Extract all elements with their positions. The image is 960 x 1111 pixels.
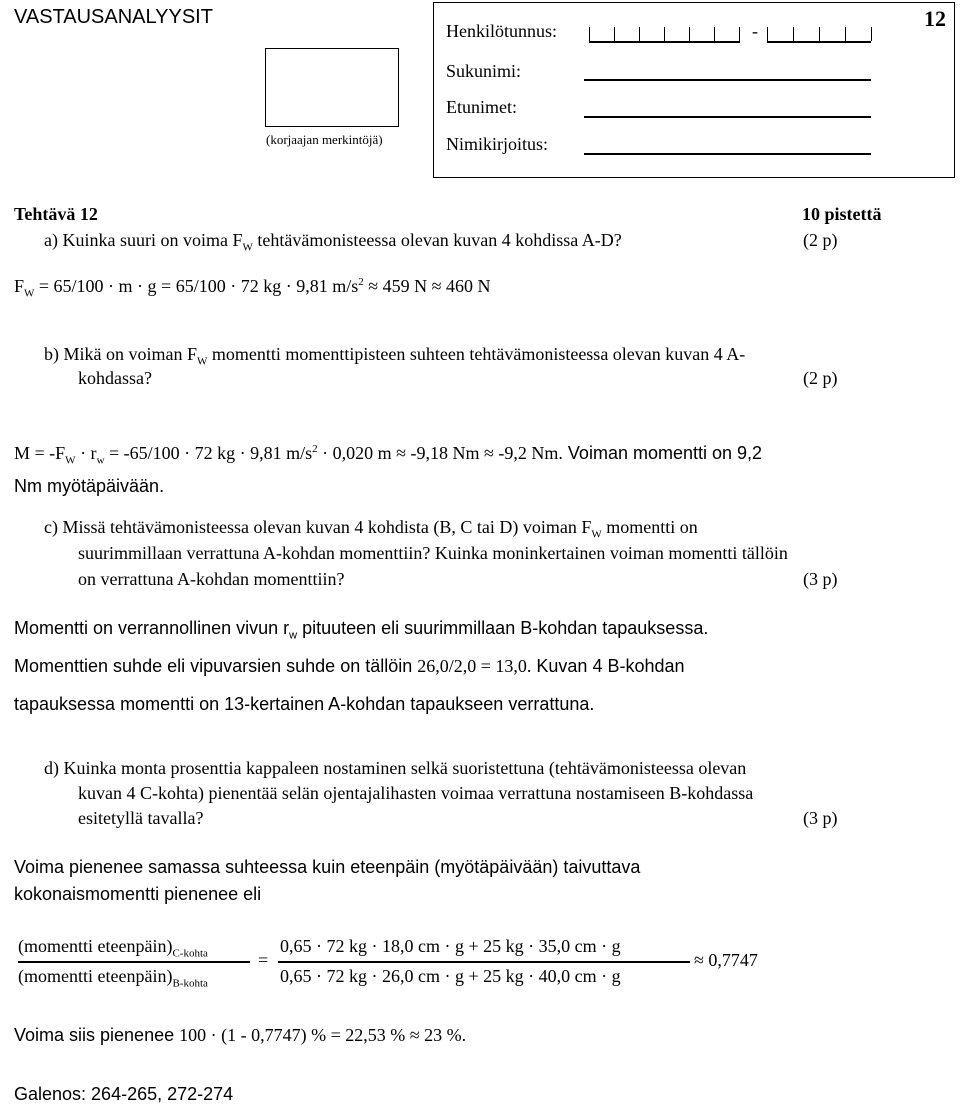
henkilotunnus-dash: - [752, 21, 758, 41]
question-b-line1: b) Mikä on voiman $F_W$ momentti momenttipisteen suhteen tehtävämonisteessa olevan kuvan 4 A- [44, 344, 746, 368]
nimikirjoitus-field[interactable] [584, 153, 871, 155]
sukunimi-field[interactable] [584, 79, 871, 81]
question-b-points: (2 p) [803, 368, 838, 388]
task-title: Tehtävä 12 [14, 204, 98, 224]
nimikirjoitus-label: Nimikirjoitus: [446, 134, 549, 154]
task-points: 10 pistettä [802, 204, 882, 224]
answer-b-line2: Nm myötäpäivään. [14, 476, 165, 496]
page-number: 12 [924, 6, 946, 31]
fraction-right-bar [278, 961, 690, 963]
source-reference: Galenos: 264-265, 272-274 [14, 1084, 234, 1104]
etunimet-label: Etunimet: [446, 97, 517, 117]
question-c-line2: suurimmillaan verrattuna A-kohdan momenttiin? Kuinka moninkertainen voiman momentti tällöin [78, 543, 788, 563]
fraction-left-bar [18, 961, 250, 963]
henkilotunnus-label: Henkilötunnus: [446, 21, 557, 41]
answer-c-line2: Momenttien suhde eli vipuvarsien suhde on tällöin 26,0/2,0 = 13,0. Kuvan 4 B-kohdan [14, 656, 685, 676]
question-c-line1: c) Missä tehtävämonisteessa olevan kuvan 4 kohdista (B, C tai D) voiman $F_W$ momentti on [44, 517, 698, 541]
corrector-label: (korjaajan merkintöjä) [266, 132, 383, 147]
fraction-left-denominator: (momentti $eteenpäin)_{B-kohta}$ [18, 966, 208, 990]
question-b-line2: kohdassa? [78, 368, 152, 388]
question-d-line3: esitetyllä tavalla? [78, 808, 204, 828]
corrector-box [265, 48, 399, 127]
identity-box [433, 2, 955, 178]
question-c-points: (3 p) [803, 569, 838, 589]
answer-d-line1: Voima pienenee samassa suhteessa kuin eteenpäin (myötäpäivään) taivuttava [14, 857, 641, 877]
answer-c-line3: tapauksessa momentti on 13-kertainen A-kohdan tapaukseen verrattuna. [14, 694, 595, 714]
sukunimi-label: Sukunimi: [446, 61, 522, 81]
equals-sign: = [258, 950, 269, 970]
answer-d-line2: kokonaismomentti pienenee eli [14, 884, 262, 904]
question-d-points: (3 p) [803, 808, 838, 828]
question-a: a) Kuinka suuri on voima $F_W$ tehtävämonisteessa olevan kuvan 4 kohdissa A-D? [44, 230, 622, 254]
question-a-points: (2 p) [803, 230, 838, 250]
approx-result: ≈ 0,7747 [694, 950, 758, 970]
answer-b-line1: $M = -F_W \cdot r_w = -65/100 \cdot 72$ kg · 9,81 $m/s^2 \cdot 0,020$ m ≈ -9,18 Nm ≈ -9,2 Nm. Voiman momentti on 9,2 [14, 443, 763, 467]
question-c-line3: on verrattuna A-kohdan momenttiin? [78, 569, 345, 589]
etunimet-field[interactable] [584, 116, 871, 118]
answer-d-final: Voima siis pienenee 100 · (1 - 0,7747) % = 22,53 % ≈ 23 %. [14, 1025, 467, 1045]
fraction-right-denominator: 0,65 · 72 kg · 26,0 cm · g + 25 kg · 40,0 cm · g [280, 966, 621, 986]
answer-a: $F_W = 65/100 \cdot m \cdot g = 65/100 \cdot 72$ kg · 9,81 $m/s^2 \approx 459$ N ≈ 460 N [14, 276, 491, 300]
document-title: VASTAUSANALYYSIT [14, 6, 213, 28]
fraction-right-numerator: 0,65 · 72 kg · 18,0 cm · g + 25 kg · 35,0 cm · g [280, 936, 621, 956]
fraction-left-numerator: (momentti $eteenpäin)_{C-kohta}$ [18, 936, 208, 960]
question-d-line2: kuvan 4 C-kohta) pienentää selän ojentajalihasten voimaa verrattuna nostamiseen B-kohdassa [78, 783, 754, 803]
question-d-line1: d) Kuinka monta prosenttia kappaleen nostaminen selkä suoristettuna (tehtävämonisteessa olevan [44, 758, 747, 778]
answer-c-line1: Momentti on verrannollinen vivun $r_w$ pituuteen eli suurimmillaan B-kohdan tapauksessa. [14, 618, 709, 642]
